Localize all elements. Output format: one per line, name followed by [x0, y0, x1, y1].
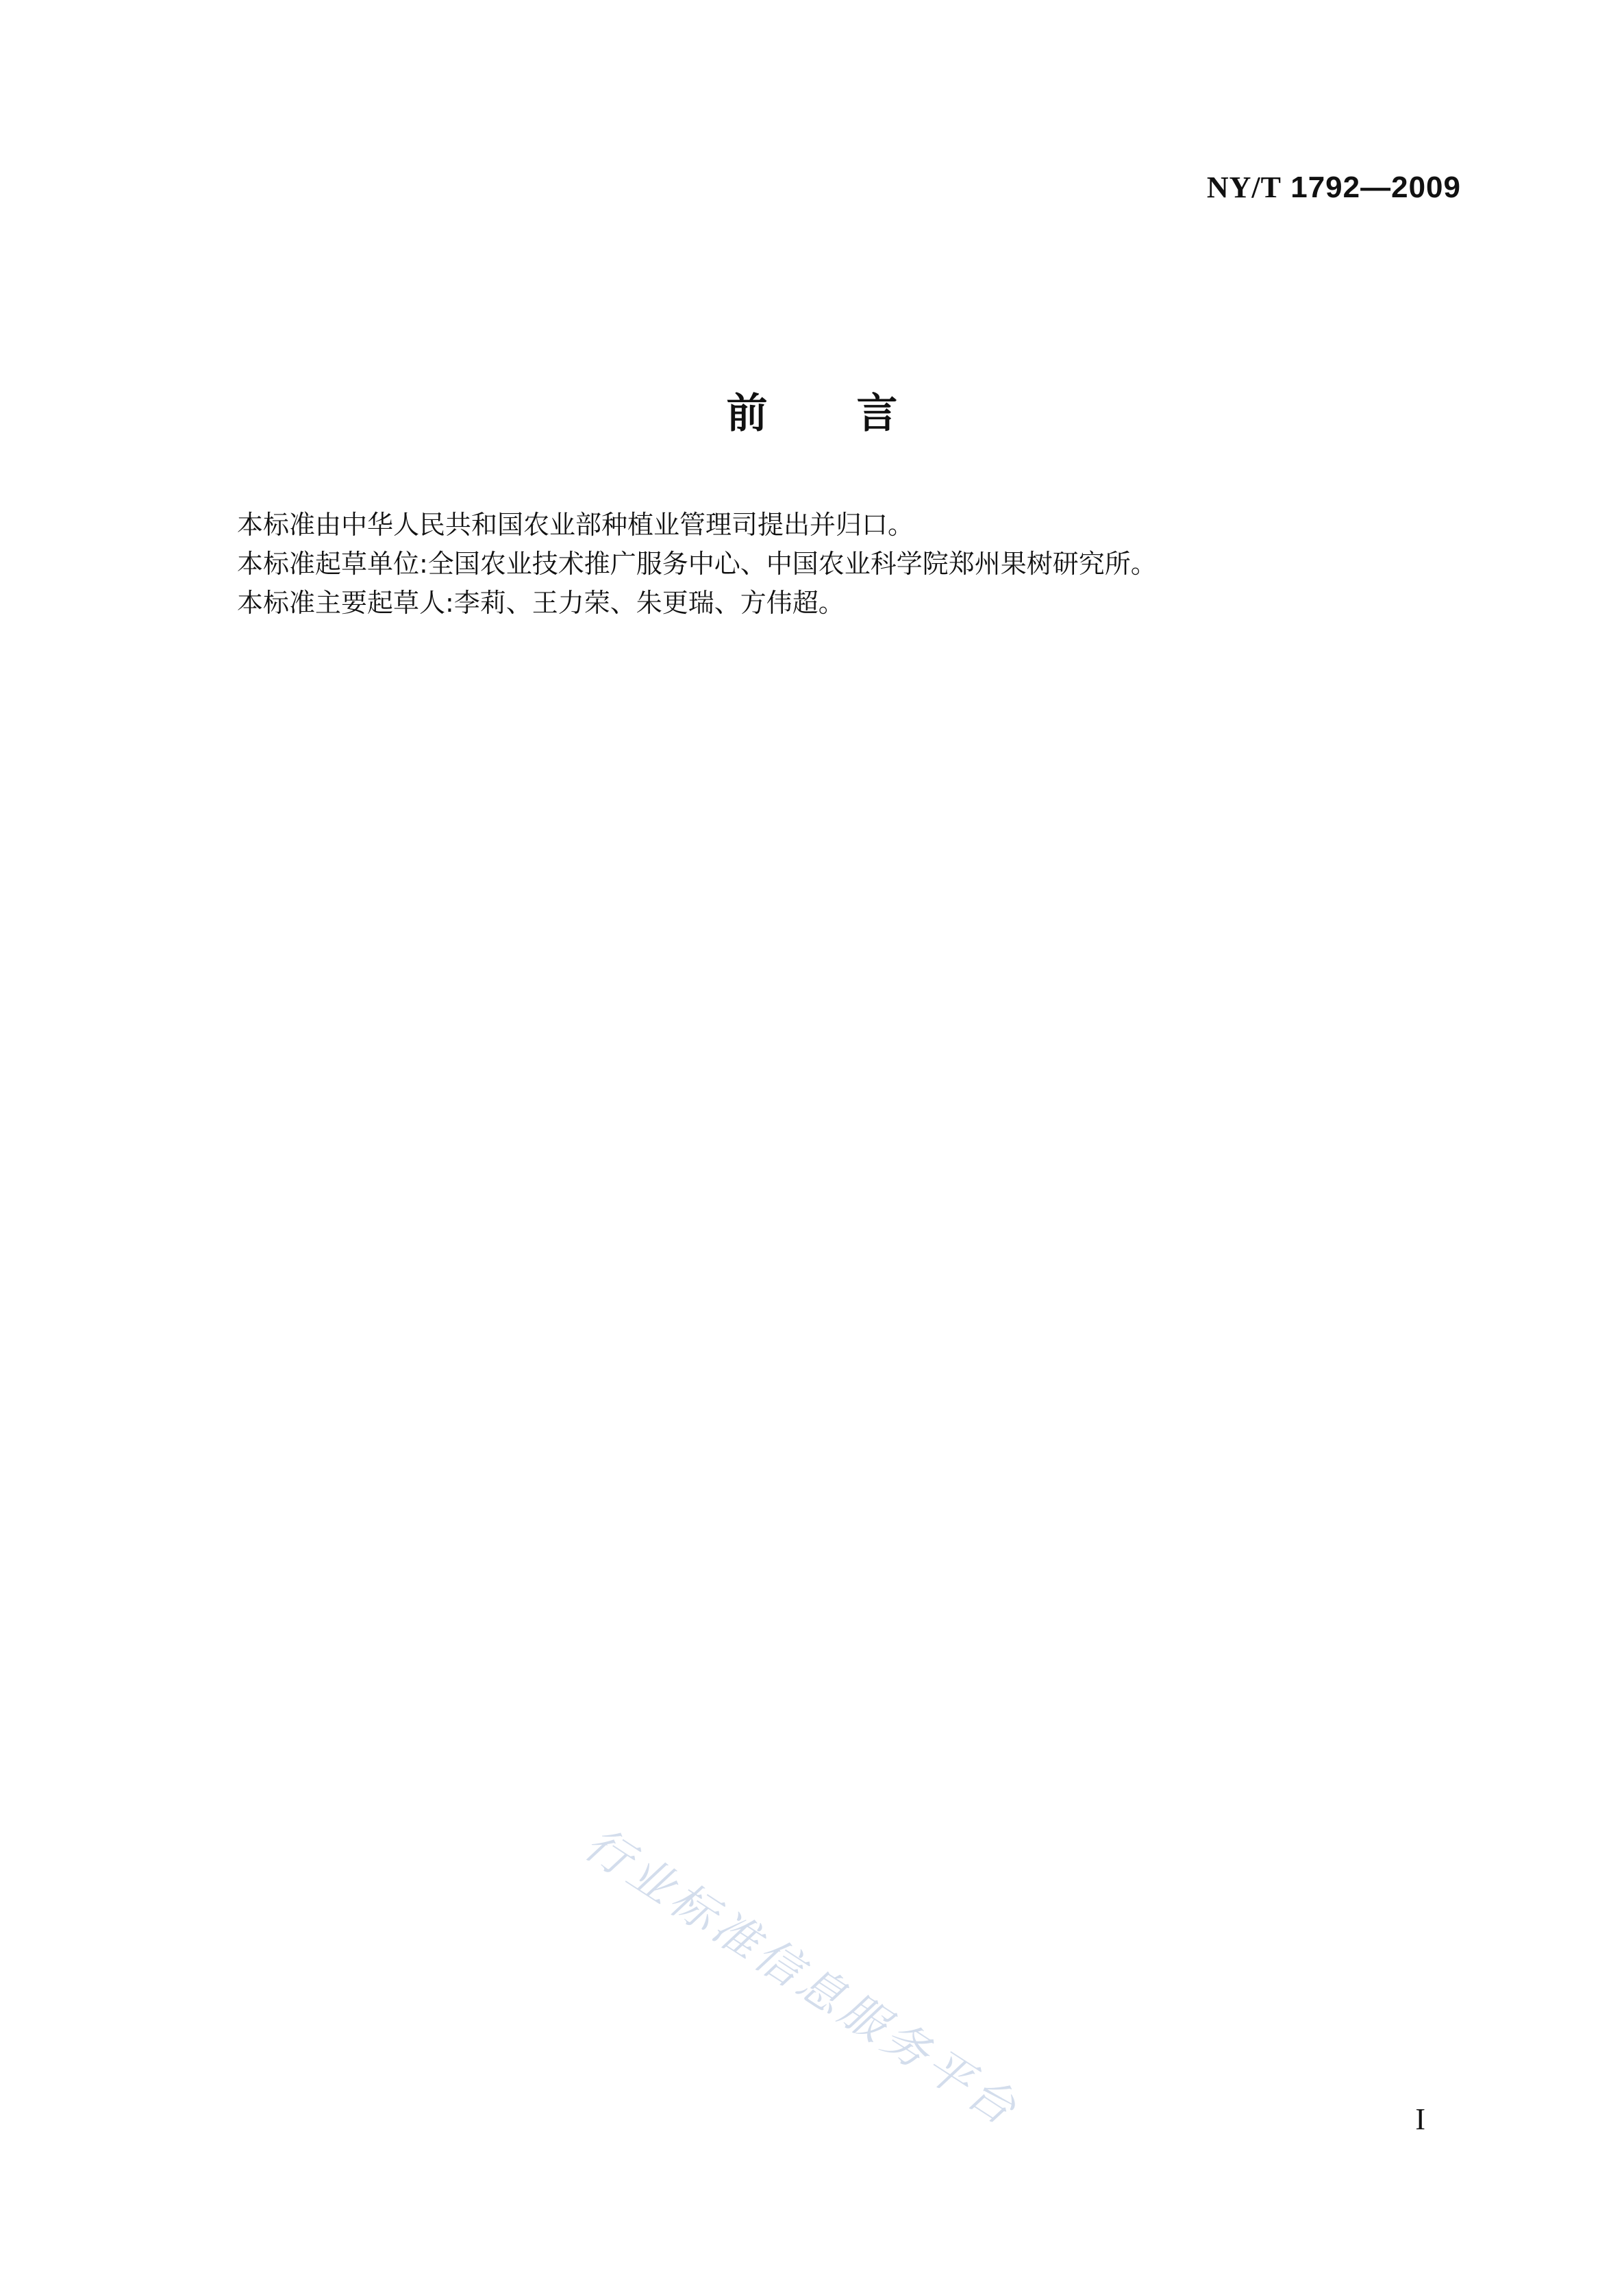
page-number: I: [1415, 2102, 1425, 2136]
paragraph-drafting-units: 本标准起草单位:全国农业技术推广服务中心、中国农业科学院郑州果树研究所。: [237, 549, 1157, 579]
standard-number: 1792—2009: [1290, 171, 1461, 204]
foreword-body: [237, 506, 1456, 623]
paragraph-drafters: 本标准主要起草人:李莉、王力荣、朱更瑞、方伟超。: [237, 588, 845, 618]
page-title: 前言: [726, 390, 987, 438]
standard-code: [1207, 170, 1461, 205]
standard-prefix: NY/T: [1206, 171, 1282, 204]
paragraph-proposer: 本标准由中华人民共和国农业部种植业管理司提出并归口。: [237, 510, 914, 540]
watermark: 行业标准信息服务平台: [575, 1817, 1029, 2138]
